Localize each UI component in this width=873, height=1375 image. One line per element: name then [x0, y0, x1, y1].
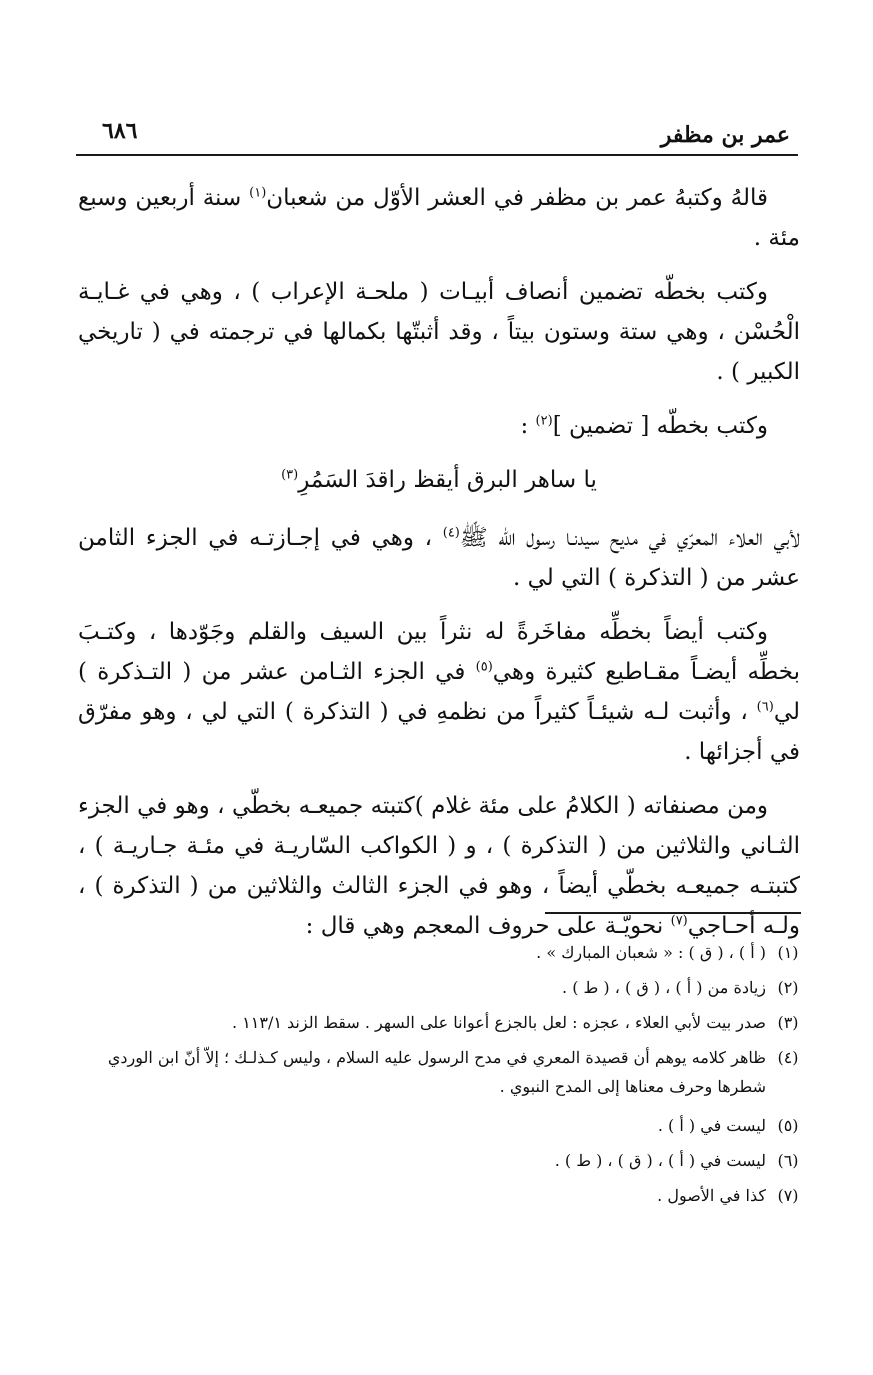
paragraph-3-text-a: وكتب بخطّه [ تضمين ] [552, 413, 768, 439]
footnote-2 [70, 973, 810, 1002]
main-text [78, 178, 800, 960]
paragraph-5 [78, 612, 800, 772]
paragraph-4 [78, 518, 800, 598]
footnote-1 [70, 938, 810, 967]
paragraph-6-text-a: ومن مصنفاته ( الكلامُ على مئة غلام )كتبته جميعـه بخطّي ، وهو في الجزء الثـاني والثلاثين من ( التذكرة ) ، و ( الكواكب السّاريـة في مئـة جـاريـة ) ، كتبتـه جميعـه بخطّي أيضاً ، وهو في الجزء الثالث والثلاثين من ( التذكرة ) ، ولـه أحـاجي [78, 793, 800, 939]
page-number: ٦٨٦ [102, 118, 138, 144]
footnote-ref-6: (٦) [756, 699, 774, 715]
paragraph-1-text-a: قالهُ وكتبهُ عمر بن مظفر في العشر الأوّل من شعبان [266, 185, 768, 211]
footnote-number: (٧) [777, 1186, 799, 1205]
footnote-text: ( أ ) ، ( ق ) : « شعبان المبارك » . [536, 943, 766, 962]
footnote-text: كذا في الأصول . [657, 1186, 766, 1205]
footnote-7 [70, 1181, 810, 1210]
footnote-text: صدر بيت لأبي العلاء ، عجزه : لعل بالجزع أعوانا على السهر . سقط الزند ١١٣/١ . [232, 1013, 766, 1032]
footnote-3 [70, 1008, 810, 1037]
paragraph-4-text-b: ، وهي في إجـازتـه في الجزء الثامن عشر من ( التذكرة ) التي لي . [78, 525, 800, 591]
footnote-number: (٤) [777, 1048, 799, 1067]
footnote-ref-3: (٣) [281, 467, 299, 483]
footnote-ref-5: (٥) [475, 659, 493, 675]
paragraph-6 [78, 786, 800, 946]
footnote-number: (١) [777, 943, 799, 962]
paragraph-5-text-c: ، وأثبت لـه شيئـاً كثيراً من نظمهِ في ( التذكرة ) التي لي ، وهو مفرّق في أجزائها . [78, 699, 800, 765]
paragraph-1-text-b: سنة أربعين وسبع مئة . [78, 185, 800, 251]
paragraph-5-text-a: وكتب أيضاً بخطِّه مفاخَرةً له نثراً بين السيف والقلم وجَوّدها ، وكتـبَ بخطِّه أيضـاً مقـاطيع كثيرة وهي [78, 619, 800, 685]
footnote-text: ظاهر كلامه يوهم أن قصيدة المعري في مدح الرسول عليه السلام ، وليس كـذلـك ؛ إلاّ أنّ ابن الوردي شطرها وحرف معناها إلى المدح النبوي . [107, 1048, 766, 1096]
paragraph-6-text-b: نحويّـة على حروف المعجم وهي قال : [305, 913, 671, 939]
footnote-6 [70, 1146, 810, 1175]
footnote-4 [70, 1043, 810, 1101]
page-header [76, 118, 798, 156]
paragraph-1 [78, 178, 800, 258]
footnote-number: (٦) [777, 1151, 799, 1170]
footnote-separator [545, 912, 801, 914]
paragraph-5-text-b: في الجزء الثـامن عشر من ( التـذكرة ) لي [78, 659, 800, 725]
footnote-text: زيادة من ( أ ) ، ( ق ) ، ( ط ) . [562, 978, 766, 997]
footnote-ref-1: (١) [249, 185, 267, 201]
verse-line [78, 460, 800, 500]
footnote-text: ليست في ( أ ) ، ( ق ) ، ( ط ) . [554, 1151, 766, 1170]
footnote-ref-4: (٤) [442, 525, 460, 541]
verse-text: يا ساهر البرق أيقظ راقدَ السَمُرِ [298, 467, 597, 493]
footnote-text: ليست في ( أ ) . [657, 1116, 766, 1135]
footnote-number: (٣) [777, 1013, 799, 1032]
paragraph-2: وكتب بخطّه تضمين أنصاف أبيـات ( ملحـة الإعراب ) ، وهي في غـايـة الْحُسْن ، وهي ستة وستون بيتاً ، وقد أثبتّها بكمالها في ترجمته في ( تاريخي الكبير ) . [78, 279, 800, 385]
paragraph-3-text-b: : [520, 413, 536, 439]
footnote-5 [70, 1111, 810, 1140]
paragraph-3 [78, 406, 800, 446]
footnote-ref-2: (٢) [535, 413, 553, 429]
footnote-number: (٢) [777, 978, 799, 997]
running-title: عمر بن مظفر [660, 122, 790, 148]
footnote-ref-7: (٧) [670, 913, 688, 929]
paragraph-4-text-a: لأبي العلاء المعرّي في مديح سيدنـا رسول الله ﷺ [459, 525, 800, 551]
footnote-number: (٥) [777, 1116, 799, 1135]
footnotes [70, 938, 810, 1216]
